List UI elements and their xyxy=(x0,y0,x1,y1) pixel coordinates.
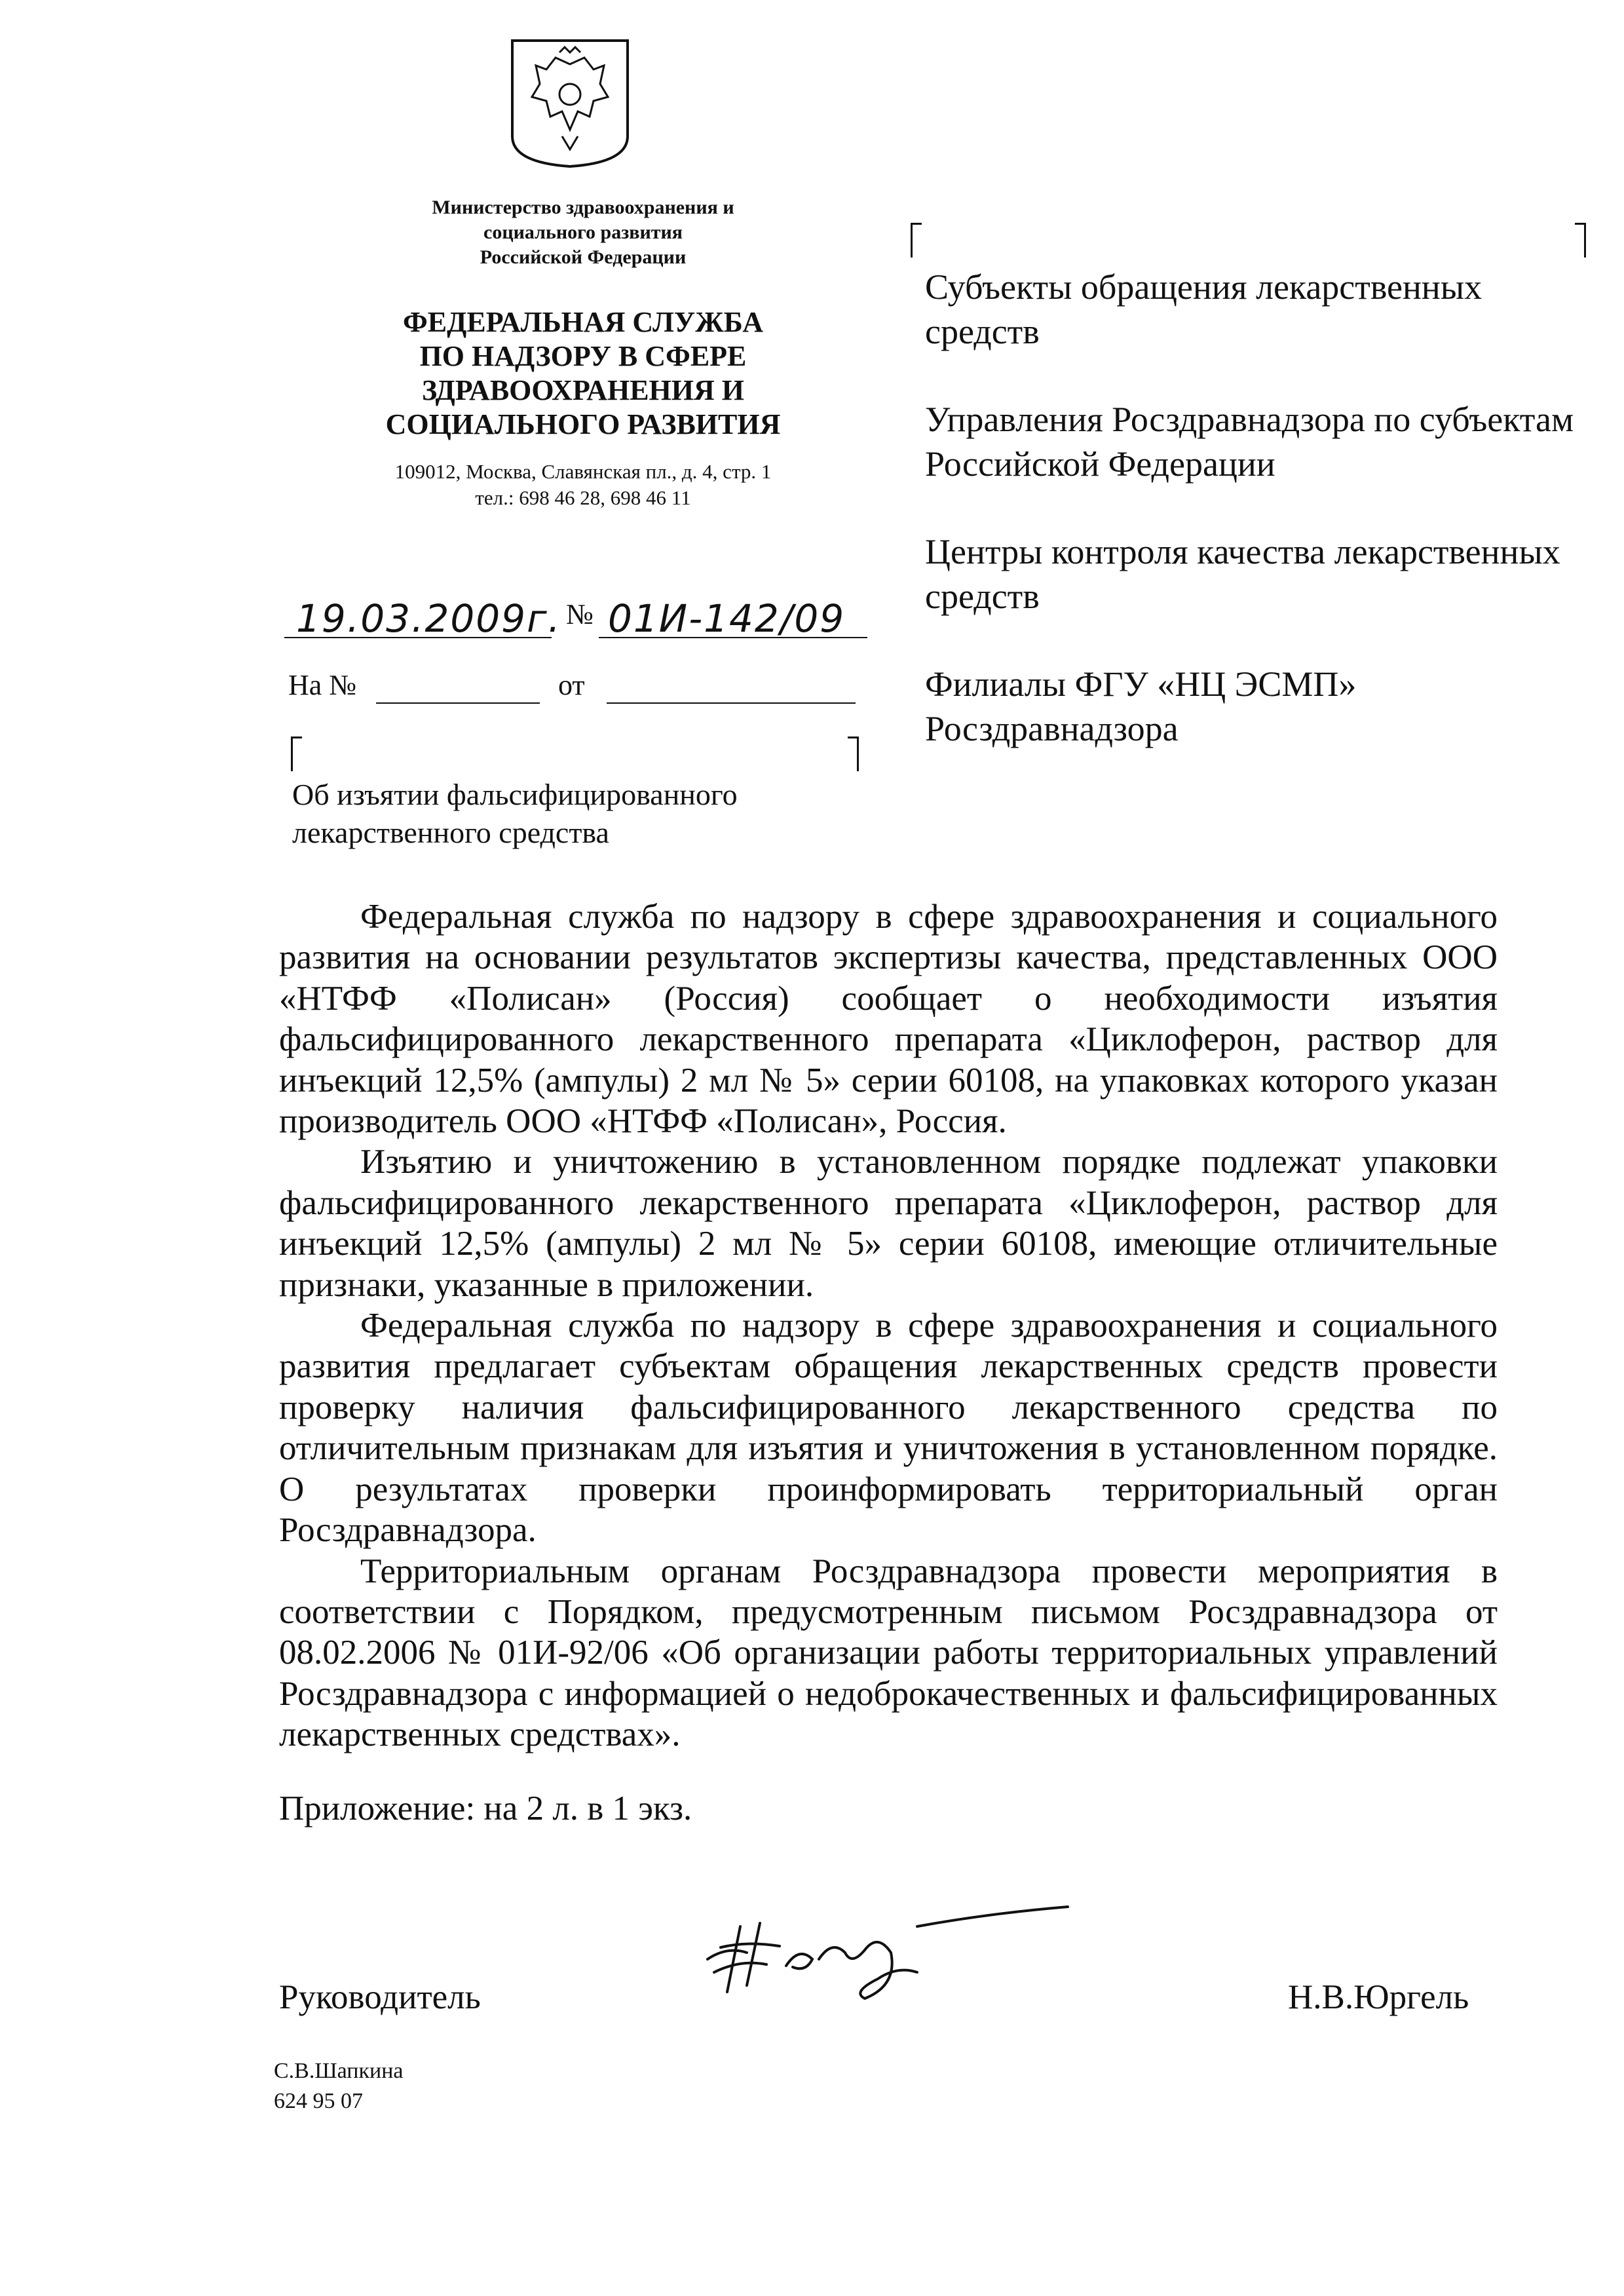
handwritten-signature-icon xyxy=(701,1887,1094,2018)
addressee-bracket-right xyxy=(1575,223,1586,258)
registration-number: 01И-142/09 xyxy=(608,596,846,641)
executor-info xyxy=(274,2056,404,2116)
body-paragraph: Изъятию и уничтожению в установленном порядке подлежат упаковки фальсифицированного лекарственного препарата «Циклоферон, раствор для инъекций 12,5% (ампулы) 2 мл № 5» серии 60108, имеющие отличительные признаки, указанные в приложении. xyxy=(279,1143,1498,1304)
body-paragraph: Территориальным органам Росздравнадзора провести мероприятия в соответствии с Порядком, предусмотренным письмом Росздравнадзора от 08.02.2006 № 01И-92/06 «Об организации работы территориальных управлений Росздравнадзора с информацией о недоброкачественных и фальсифицированных лекарственных средствах». xyxy=(279,1552,1498,1754)
executor-name: С.В.Шапкина xyxy=(274,2059,404,2083)
addressee-item: Центры контроля качества лекарственных средств xyxy=(925,532,1560,616)
number-label: № xyxy=(566,598,594,630)
addressee-item: Управления Росздравнадзора по субъектам Российской Федерации xyxy=(925,400,1574,484)
reply-number-field xyxy=(376,674,540,704)
addressee-bracket-left xyxy=(911,223,922,258)
addressee-item: Субъекты обращения лекарственных средств xyxy=(925,267,1482,351)
reply-number-label: На № xyxy=(288,669,357,701)
letter-body xyxy=(279,896,1498,1755)
ministry-name: Министерство здравоохранения и социального развития Российской Федерации xyxy=(432,197,734,268)
service-name: ФЕДЕРАЛЬНАЯ СЛУЖБА ПО НАДЗОРУ В СФЕРЕ ЗДРАВООХРАНЕНИЯ И СОЦИАЛЬНОГО РАЗВИТИЯ xyxy=(385,306,781,440)
letter-subject: Об изъятии фальсифицированного лекарственного средства xyxy=(292,778,738,849)
body-paragraph: Федеральная служба по надзору в сфере здравоохранения и социального развития предлагает субъектам обращения лекарственных средств провести проверку наличия фальсифицированного лекарственного средства по отличительным признакам для изъятия и уничтожения в установленном порядке. О результатах проверки проинформировать территориальный орган Росздравнадзора. xyxy=(279,1307,1498,1550)
subject-bracket-left xyxy=(291,737,302,771)
addressee-item: Филиалы ФГУ «НЦ ЭСМП» Росздравнадзора xyxy=(925,664,1357,748)
signer-name: Н.В.Юргель xyxy=(1288,1978,1469,2016)
registration-date: 19.03.2009г. xyxy=(296,596,561,641)
subject-bracket-right xyxy=(848,737,859,771)
signer-role: Руководитель xyxy=(279,1978,481,2016)
date-field xyxy=(284,590,561,641)
number-field xyxy=(599,590,867,641)
body-paragraph: Федеральная служба по надзору в сфере здравоохранения и социального развития на основании результатов экспертизы качества, представленных ООО «НТФФ «Полисан» (Россия) сообщает о необходимости изъятия фальсифицированного лекарственного препарата «Циклоферон, раствор для инъекций 12,5% (ампулы) 2 мл № 5» серии 60108, на упаковках которого указан производитель ООО «НТФФ «Полисан», Россия. xyxy=(279,898,1498,1141)
reply-from-label: от xyxy=(558,669,585,701)
sender-address: 109012, Москва, Славянская пл., д. 4, стр. 1 тел.: 698 46 28, 698 46 11 xyxy=(394,460,772,509)
executor-phone: 624 95 07 xyxy=(274,2089,363,2113)
reply-date-field xyxy=(607,674,856,704)
coat-of-arms-icon xyxy=(510,38,630,169)
attachment-note: Приложение: на 2 л. в 1 экз. xyxy=(279,1789,692,1827)
addressee-list xyxy=(925,265,1580,794)
